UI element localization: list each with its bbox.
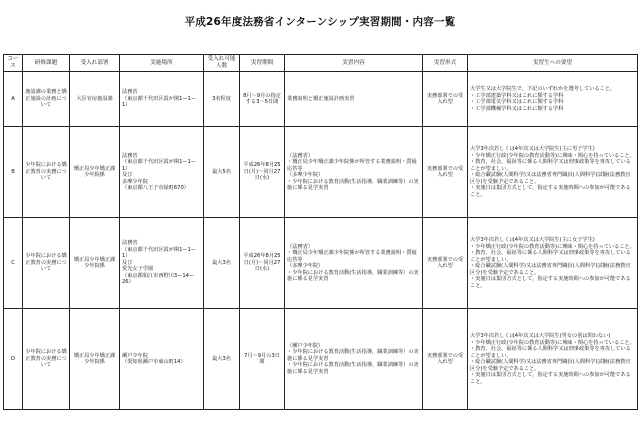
header-topic: 研修課題 [23, 55, 70, 72]
internship-table [3, 54, 638, 410]
content-cell: （法務省） ・矯正局少年矯正課少年院係が所管する業務説明・質疑応答等 （多摩少年院） ・少年院における教育活動(生活指導，職業訓練等）の実施に係る見学実習 [285, 127, 423, 218]
course-cell: B [4, 127, 23, 218]
request-cell: 大学3年次若しくは4年次又は大学院生(主に男子学生) ・少年矯正行政(少年院の教育活動等)に興味・関心を持っていること。 ・教育，社会，福祉等に係る人間科学又は刑事政策等を専攻していることが望ましい。 ・総合職試験(人間科学)又は法務省専門職員(人間科学)試験(法務教官区分)を受験予定であること。 ・実施日は集団方式として，指定する実施時間への参加が可能であること。 [468, 127, 638, 218]
dept-cell: 矯正局少年矯正課少年院係 [70, 309, 120, 410]
content-cell: （瀬戸少年院） ・少年院における教育活動(生活指導，職業訓練等）の実施に係る見学実習 ・少年院における教育活動(生活指導，職業訓練等）の実施に係る見学実習 [285, 309, 423, 410]
page-title: 平成26年度法務省インターンシップ実習期間・内容一覧 [184, 16, 456, 28]
format-cell: 実務部署での受入れ型 [423, 127, 468, 218]
location-cell: 法務省 （東京都千代田区霞が関1ー1ー1） 及び 愛光女子学園 （東京都狛江市西野川3ー14ー26） [120, 218, 204, 309]
topic-cell: 少年院における矯正教育の実務について [23, 309, 70, 410]
period-cell: 8月〜9月の指定する3〜5日間 [240, 72, 285, 127]
header-period: 実習期間 [240, 55, 285, 72]
location-cell: 瀬戸少年院 （愛知県瀬戸市東山町14） [120, 309, 204, 410]
course-cell: A [4, 72, 23, 127]
location-cell: 法務省 （東京都千代田区霞が関1ー1ー1） [120, 72, 204, 127]
table-row [4, 127, 638, 218]
capacity-cell: 最大5名 [204, 127, 240, 218]
header-content: 実習内容 [285, 55, 423, 72]
location-cell: 法務省 （東京都千代田区霞が関1ー1ー1） 及び 多摩少年院 （東京都八王子市緑町670） [120, 127, 204, 218]
request-cell: 大学3年次若しくは4年次又は大学院生(男女の別は問わない) ・少年矯正行政(少年院の教育活動等)に興味・関心を持っていること。 ・教育，社会，福祉等に係る人間科学又は刑事政策等を専攻していることが望ましい。 ・総合職試験(人間科学)又は法務省専門職員(人間科学)試験(法務教官区分)を受験予定であること。 ・実施日は集団方式として，指定する実施時間への参加が可能であること。 [468, 309, 638, 410]
period-cell: 平成26年8月25日(月)〜同月27日(水) [240, 218, 285, 309]
course-cell: C [4, 218, 23, 309]
header-course: コース [4, 55, 23, 72]
topic-cell: 少年院における矯正教育の実務について [23, 218, 70, 309]
dept-cell: 矯正局少年矯正課少年院係 [70, 127, 120, 218]
capacity-cell: 最大3名 [204, 309, 240, 410]
table-row [4, 309, 638, 410]
period-cell: 7月〜9月の3日間 [240, 309, 285, 410]
format-cell: 実務部署での受入れ型 [423, 218, 468, 309]
header-format: 実習形式 [423, 55, 468, 72]
content-cell: （法務省） ・矯正局少年矯正課少年院係が所管する業務説明・質疑応答等 （多摩少年院） ・少年院における教育活動(生活指導，職業訓練等）の実施に係る見学実習 [285, 218, 423, 309]
table-row [4, 218, 638, 309]
table-row [4, 72, 638, 127]
header-request: 実習生への要望 [468, 55, 638, 72]
capacity-cell: 3名程度 [204, 72, 240, 127]
header-row [4, 55, 638, 72]
course-cell: D [4, 309, 23, 410]
format-cell: 実務部署での受入れ型 [423, 72, 468, 127]
dept-cell: 大臣官房施設課 [70, 72, 120, 127]
capacity-cell: 最大3名 [204, 218, 240, 309]
request-cell: 大学3年次若しくは4年次又は大学院生(主に女子学生) ・少年矯正行政(少年院の教育活動等)に興味・関心を持っていること。 ・教育，社会，福祉等に係る人間科学又は刑事政策等を専攻していることが望ましい。 ・総合職試験(人間科学)又は法務省専門職員(人間科学)試験(法務教官区分)を受験予定であること。 ・実施日は集団方式として，指定する実施時間への参加が可能であること。 [468, 218, 638, 309]
header-capacity: 受入れ可能人数 [204, 55, 240, 72]
request-cell: 大学生又は大学院生で，下記のいずれかを選考していること。 ・工学部建築学科又はこれに類する学科 ・工学部電気学科又はこれに類する学科 ・工学部機械学科又はこれに類する学科 [468, 72, 638, 127]
topic-cell: 少年院における矯正教育の実務について [23, 127, 70, 218]
header-dept: 受入れ部署 [70, 55, 120, 72]
format-cell: 実務部署での受入れ型 [423, 309, 468, 410]
content-cell: 業務説明と矯正施設計画実習 [285, 72, 423, 127]
header-location: 実施場所 [120, 55, 204, 72]
period-cell: 平成26年8月25日(月)〜同月27日(水) [240, 127, 285, 218]
topic-cell: 施設課の業務と矯正施設の計画について [23, 72, 70, 127]
dept-cell: 矯正局少年矯正課少年院係 [70, 218, 120, 309]
